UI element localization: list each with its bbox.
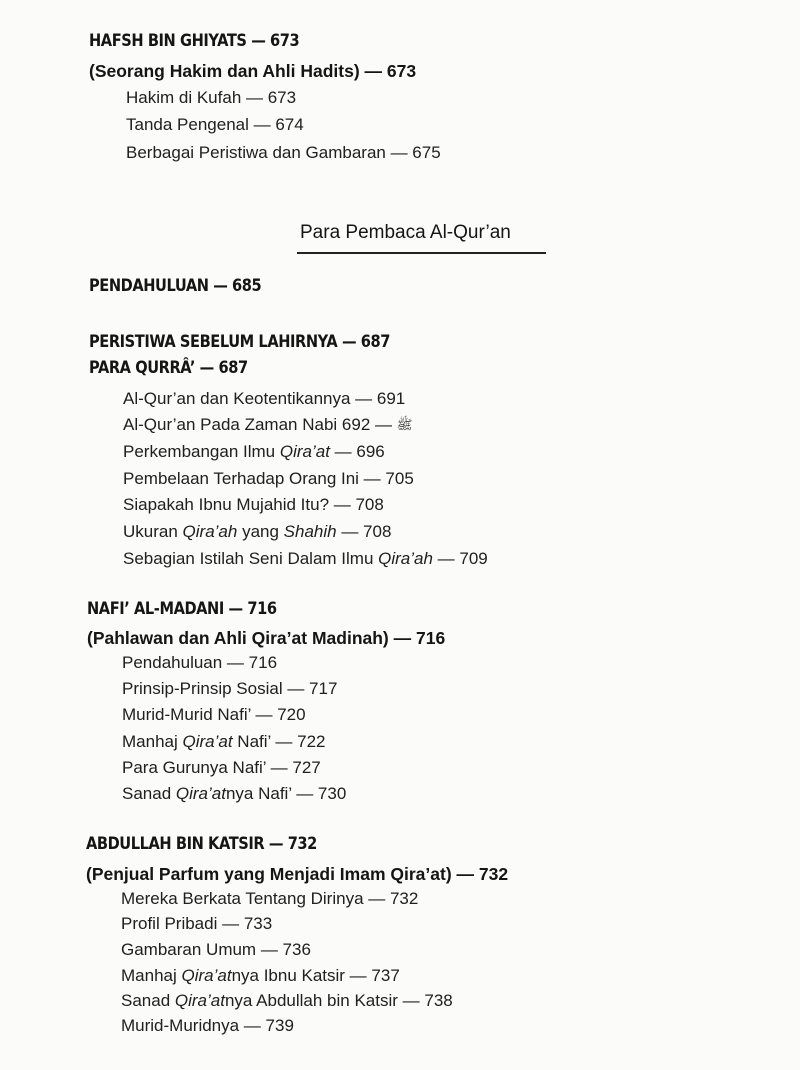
toc-item: Prinsip-Prinsip Sosial — 717 [122, 679, 338, 698]
section-title: Para Pembaca Al-Qur’an [300, 222, 511, 243]
toc-item: Pendahuluan — 716 [122, 653, 278, 672]
saw-honorific: ﷺ [396, 417, 413, 432]
toc-item: Murid-Muridnya — 739 [121, 1016, 294, 1035]
toc-item: Profil Pribadi — 733 [121, 914, 273, 933]
toc-item: Manhaj Qira’atnya Ibnu Katsir — 737 [121, 966, 400, 985]
entry-subtitle-nafi: (Pahlawan dan Ahli Qira’at Madinah) — 716 [87, 628, 446, 648]
toc-item: Tanda Pengenal — 674 [126, 115, 304, 134]
toc-item: Sebagian Istilah Seni Dalam Ilmu Qira’ah — 709 [123, 549, 488, 568]
entry-heading-nafi: NAFI’ AL-MADANI — 716 [87, 599, 277, 619]
entry-subtitle-abdullah: (Penjual Parfum yang Menjadi Imam Qira’at) — 732 [86, 864, 509, 884]
entry-heading-para-qurra: PARA QURRÂ’ — 687 [89, 358, 248, 378]
toc-item: Al-Qur’an dan Keotentikannya — 691 [123, 389, 406, 408]
toc-item: Al-Qur’an Pada Zaman Nabi ﷺ — 692 [123, 415, 413, 434]
entry-heading-hafsh: HAFSH BIN GHIYATS — 673 [89, 31, 300, 51]
toc-item: Pembelaan Terhadap Orang Ini — 705 [123, 469, 414, 488]
entry-subtitle-hafsh: (Seorang Hakim dan Ahli Hadits) — 673 [89, 61, 417, 81]
entry-heading-peristiwa: PERISTIWA SEBELUM LAHIRNYA — 687 [89, 332, 391, 352]
toc-item: Mereka Berkata Tentang Dirinya — 732 [121, 889, 419, 908]
section-title-underline [297, 252, 546, 254]
toc-item: Sanad Qira’atnya Abdullah bin Katsir — 738 [121, 991, 453, 1010]
toc-item: Manhaj Qira’at Nafi’ — 722 [122, 732, 326, 751]
toc-item: Murid-Murid Nafi’ — 720 [122, 705, 306, 724]
toc-item: Para Gurunya Nafi’ — 727 [122, 758, 321, 777]
toc-item: Perkembangan Ilmu Qira’at — 696 [123, 442, 385, 461]
toc-item: Gambaran Umum — 736 [121, 940, 311, 959]
toc-item: Ukuran Qira’ah yang Shahih — 708 [123, 522, 392, 541]
entry-heading-abdullah: ABDULLAH BIN KATSIR — 732 [86, 834, 317, 854]
entry-heading-pendahuluan: PENDAHULUAN — 685 [89, 276, 262, 296]
toc-item: Sanad Qira’atnya Nafi’ — 730 [122, 784, 347, 803]
toc-item: Hakim di Kufah — 673 [126, 88, 297, 107]
toc-item: Siapakah Ibnu Mujahid Itu? — 708 [123, 495, 384, 514]
toc-item: Berbagai Peristiwa dan Gambaran — 675 [126, 143, 441, 162]
